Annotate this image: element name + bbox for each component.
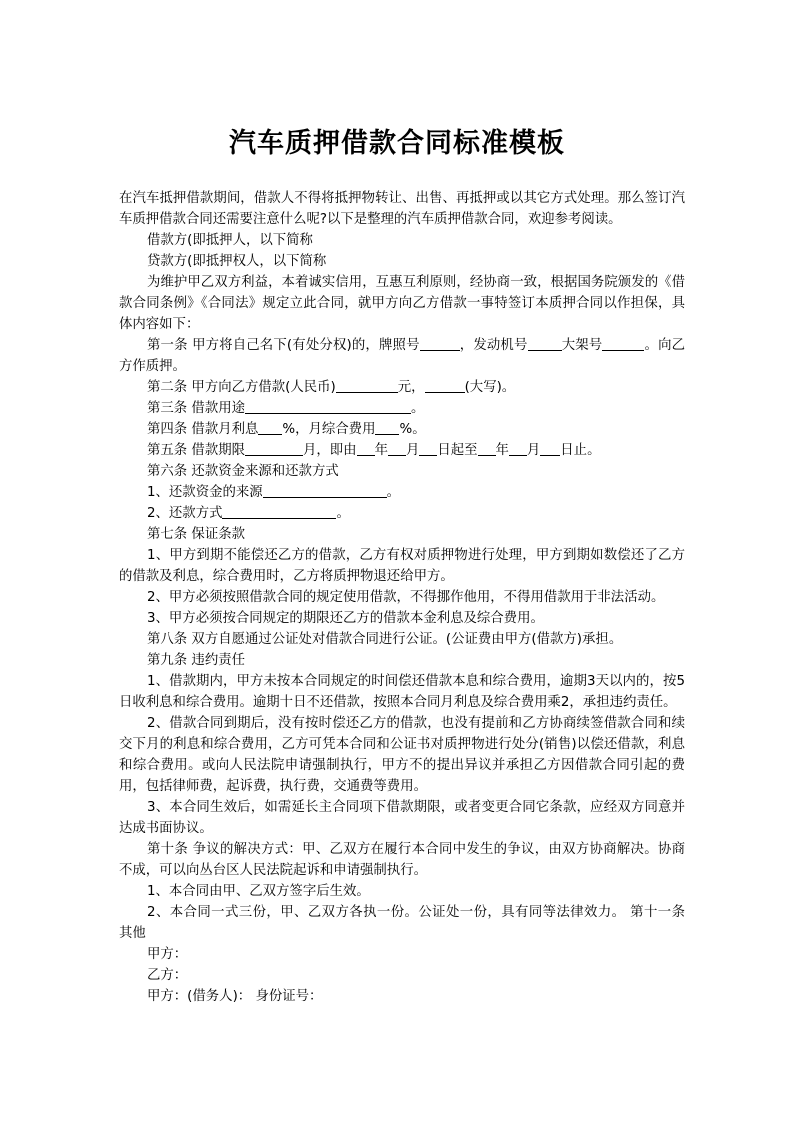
article-4-text-a: 第四条 借款月利息 xyxy=(147,422,259,437)
signature-borrower-id: 甲方：(借务人)： 身份证号： xyxy=(147,989,323,1004)
article-6-item-1 xyxy=(119,482,685,503)
borrower-line: 借款方(即抵押人，以下简称 xyxy=(147,233,313,248)
article-5-text-a: 第五条 借款期限 xyxy=(147,443,245,458)
lender-line: 贷款方(即抵押权人，以下简称 xyxy=(147,254,327,269)
start-month-blank xyxy=(388,441,406,456)
repay-source-blank xyxy=(263,483,387,498)
article-1-text-a: 第一条 甲方将自己名下(有处分权)的，牌照号 xyxy=(147,338,420,353)
signature-party-b: 乙方： xyxy=(147,968,188,983)
article-7: 第七条 保证条款 xyxy=(147,527,245,542)
article-6: 第六条 还款资金来源和还款方式 xyxy=(147,464,339,479)
article-5-text-h: 日止。 xyxy=(560,443,601,458)
document-body xyxy=(119,188,685,1007)
engine-blank xyxy=(528,336,562,351)
article-2-text-c: (大写)。 xyxy=(464,380,516,395)
fee-blank xyxy=(375,420,399,435)
article-7-item-3: 3、甲方必须按合同规定的期限还乙方的借款本金利息及综合费用。 xyxy=(147,611,544,626)
article-2 xyxy=(119,377,685,398)
article-5-text-d: 月 xyxy=(405,443,420,458)
article-6-item-2-text-b: 。 xyxy=(336,506,350,521)
article-7-item-1: 1、甲方到期不能偿还乙方的借款，乙方有权对质押物进行处理，甲方到期如数偿还了乙方的借款及利息，综合费用时，乙方将质押物退还给甲方。 xyxy=(119,548,685,584)
article-5-text-e: 日起至 xyxy=(437,443,478,458)
article-5-text-f: 年 xyxy=(495,443,509,458)
end-year-blank xyxy=(478,441,496,456)
article-6-item-1-text-b: 。 xyxy=(386,485,401,500)
article-4-text-c: %。 xyxy=(399,422,426,437)
end-day-blank xyxy=(540,441,560,456)
article-10-item-1: 1、本合同由甲、乙双方签字后生效。 xyxy=(147,884,370,899)
amount-blank xyxy=(336,378,398,393)
article-1-text-d: 。向乙方作质押。 xyxy=(119,338,686,374)
article-8: 第八条 双方自愿通过公证处对借款合同进行公证。(公证费由甲方(借款方)承担。 xyxy=(147,632,623,647)
page-title: 汽车质押借款合同标准模板 xyxy=(229,128,565,159)
frame-blank xyxy=(602,336,644,351)
article-9-item-3: 3、本合同生效后，如需延长主合同项下借款期限，或者变更合同它条款，应经双方同意并达成书面协议。 xyxy=(119,800,685,836)
article-3 xyxy=(119,398,685,419)
article-9: 第九条 违约责任 xyxy=(147,653,245,668)
article-4-text-b: %，月综合费用 xyxy=(282,422,376,437)
article-1 xyxy=(119,335,685,377)
term-blank xyxy=(245,441,303,456)
amount-upper-blank xyxy=(425,378,465,393)
article-5-text-b: 月，即由 xyxy=(303,443,357,458)
repay-method-blank xyxy=(222,504,336,519)
article-3-text-b: 。 xyxy=(411,401,425,416)
intro-paragraph: 在汽车抵押借款期间，借款人不得将抵押物转让、出售、再抵押或以其它方式处理。那么签订汽车质押借款合同还需要注意什么呢?以下是整理的汽车质押借款合同，欢迎参考阅读。 xyxy=(119,191,685,227)
article-3-text-a: 第三条 借款用途 xyxy=(147,401,245,416)
signature-party-a: 甲方： xyxy=(147,947,188,962)
article-10-item-2: 2、本合同一式三份，甲、乙双方各执一份。公证处一份，具有同等法律效力。 第十一条 其他 xyxy=(119,905,685,941)
article-9-item-2: 2、借款合同到期后，没有按时偿还乙方的借款，也没有提前和乙方协商续签借款合同和续交下月的利息和综合费用，乙方可凭本合同和公证书对质押物进行处分(销售)以偿还借款，利息和综合费用。或向人民法院申请强制执行，甲方不的提出异议并承担乙方因借款合同引起的费用，包括律师费，起诉费，执行费，交通费等费用。 xyxy=(119,716,685,794)
start-year-blank xyxy=(357,441,375,456)
article-10: 第十条 争议的解决方式：甲、乙双方在履行本合同中发生的争议，由双方协商解决。协商不成，可以向丛台区人民法院起诉和申请强制执行。 xyxy=(119,842,685,878)
article-2-text-b: 元， xyxy=(397,380,425,395)
article-5 xyxy=(119,440,685,461)
article-5-text-g: 月 xyxy=(526,443,541,458)
start-day-blank xyxy=(419,441,437,456)
article-6-item-2-text-a: 2、还款方式 xyxy=(147,506,223,521)
article-2-text-a: 第二条 甲方向乙方借款(人民币) xyxy=(147,380,336,395)
article-7-item-2: 2、甲方必须按照借款合同的规定使用借款，不得挪作他用，不得用借款用于非法活动。 xyxy=(147,590,665,605)
article-5-text-c: 年 xyxy=(374,443,388,458)
article-6-item-1-text-a: 1、还款资金的来源 xyxy=(147,485,263,500)
license-blank xyxy=(420,336,460,351)
article-6-item-2 xyxy=(119,503,685,524)
article-4 xyxy=(119,419,685,440)
purpose-blank xyxy=(245,399,411,414)
end-month-blank xyxy=(509,441,527,456)
article-1-text-b: ，发动机号 xyxy=(459,338,528,353)
article-1-text-c: 大架号 xyxy=(561,338,603,353)
interest-blank xyxy=(258,420,282,435)
article-9-item-1: 1、借款期内，甲方未按本合同规定的时间偿还借款本息和综合费用，逾期3天以内的，按5日收利息和综合费用。逾期十日不还借款，按照本合同月利息及综合费用乘2，承担违约责任。 xyxy=(119,674,685,710)
preamble-paragraph: 为维护甲乙双方利益，本着诚实信用，互惠互利原则，经协商一致，根据国务院颁发的《借款合同条例》《合同法》规定立此合同，就甲方向乙方借款一事特签订本质押合同以作担保，具体内容如下： xyxy=(119,275,685,332)
